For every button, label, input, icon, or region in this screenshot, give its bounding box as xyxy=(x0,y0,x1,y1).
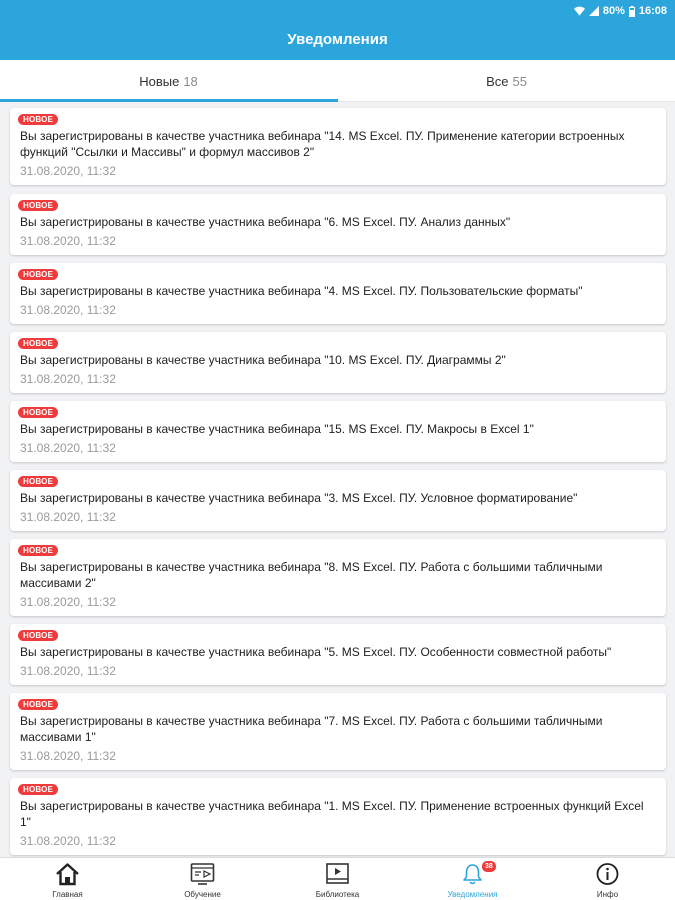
nav-training[interactable] xyxy=(135,858,270,900)
home-icon xyxy=(55,862,80,886)
notification-date: 31.08.2020, 11:32 xyxy=(20,164,116,178)
notification-text: Вы зарегистрированы в качестве участника вебинара "6. MS Excel. ПУ. Анализ данных" xyxy=(20,215,511,229)
nav-home[interactable] xyxy=(0,858,135,900)
page-title: Уведомления xyxy=(287,31,388,48)
battery-percent: 80% xyxy=(602,5,625,17)
tab-new-label: Новые xyxy=(139,73,180,89)
notification-card[interactable] xyxy=(10,401,666,462)
notification-text: Вы зарегистрированы в качестве участника вебинара "10. MS Excel. ПУ. Диаграммы 2" xyxy=(20,353,506,367)
notification-date: 31.08.2020, 11:32 xyxy=(20,510,116,524)
notification-text: Вы зарегистрированы в качестве участника вебинара "5. MS Excel. ПУ. Особенности совместной работы" xyxy=(20,645,612,659)
new-badge: НОВОЕ xyxy=(18,476,58,487)
notification-text: Вы зарегистрированы в качестве участника вебинара "3. MS Excel. ПУ. Условное форматирование" xyxy=(20,491,578,505)
notification-date: 31.08.2020, 11:32 xyxy=(20,303,116,317)
nav-notifications[interactable] xyxy=(405,858,540,900)
new-badge: НОВОЕ xyxy=(18,269,58,280)
notification-date: 31.08.2020, 11:32 xyxy=(20,595,116,609)
notification-card[interactable] xyxy=(10,778,666,855)
new-badge: НОВОЕ xyxy=(18,338,58,349)
new-badge: НОВОЕ xyxy=(18,699,58,710)
notification-card[interactable] xyxy=(10,108,666,185)
notification-card[interactable] xyxy=(10,693,666,770)
notification-card[interactable] xyxy=(10,539,666,616)
training-icon xyxy=(190,862,215,886)
bottom-nav xyxy=(0,857,675,900)
notification-text: Вы зарегистрированы в качестве участника вебинара "7. MS Excel. ПУ. Работа с большими табличными массивами 1" xyxy=(20,714,603,744)
nav-home-label: Главная xyxy=(52,890,83,899)
battery-icon xyxy=(629,6,635,17)
tab-all-label: Все xyxy=(486,73,509,89)
info-icon xyxy=(595,862,620,886)
nav-library[interactable] xyxy=(270,858,405,900)
notification-card[interactable] xyxy=(10,624,666,685)
notification-text: Вы зарегистрированы в качестве участника вебинара "14. MS Excel. ПУ. Применение категории встроенных функций "Ссылки и Массивы" и формул массивов 2" xyxy=(20,129,625,159)
notification-card[interactable] xyxy=(10,470,666,531)
notification-text: Вы зарегистрированы в качестве участника вебинара "8. MS Excel. ПУ. Работа с большими табличными массивами 2" xyxy=(20,560,603,590)
notification-card[interactable] xyxy=(10,194,666,255)
app-bar xyxy=(0,0,675,60)
nav-info[interactable] xyxy=(540,858,675,900)
nav-training-label: Обучение xyxy=(184,890,221,899)
notification-text: Вы зарегистрированы в качестве участника вебинара "1. MS Excel. ПУ. Применение встроенных функций Excel 1" xyxy=(20,799,644,829)
notifications-count-badge: 38 xyxy=(481,860,497,873)
nav-library-label: Библиотека xyxy=(315,890,360,899)
status-time: 16:08 xyxy=(638,5,667,17)
notification-date: 31.08.2020, 11:32 xyxy=(20,372,116,386)
notification-date: 31.08.2020, 11:32 xyxy=(20,749,116,763)
library-icon xyxy=(325,862,350,886)
notification-list[interactable] xyxy=(0,102,675,857)
new-badge: НОВОЕ xyxy=(18,114,58,125)
status-bar xyxy=(574,4,667,18)
tab-new[interactable] xyxy=(0,60,337,102)
notification-date: 31.08.2020, 11:32 xyxy=(20,834,116,848)
new-badge: НОВОЕ xyxy=(18,630,58,641)
tab-new-count: 18 xyxy=(183,73,198,89)
notification-text: Вы зарегистрированы в качестве участника вебинара "15. MS Excel. ПУ. Макросы в Excel 1" xyxy=(20,422,534,436)
signal-icon xyxy=(589,6,599,16)
nav-info-label: Инфо xyxy=(596,890,619,899)
new-badge: НОВОЕ xyxy=(18,784,58,795)
tab-bar xyxy=(0,60,675,102)
nav-notifications-label: Уведомления xyxy=(447,890,498,899)
tab-all-count: 55 xyxy=(512,73,527,89)
new-badge: НОВОЕ xyxy=(18,407,58,418)
notification-date: 31.08.2020, 11:32 xyxy=(20,234,116,248)
notification-date: 31.08.2020, 11:32 xyxy=(20,441,116,455)
notification-card[interactable] xyxy=(10,263,666,324)
tab-all[interactable] xyxy=(338,60,675,102)
new-badge: НОВОЕ xyxy=(18,545,58,556)
wifi-icon xyxy=(574,6,585,16)
new-badge: НОВОЕ xyxy=(18,200,58,211)
notification-card[interactable] xyxy=(10,332,666,393)
notification-text: Вы зарегистрированы в качестве участника вебинара "4. MS Excel. ПУ. Пользовательские форматы" xyxy=(20,284,583,298)
notification-date: 31.08.2020, 11:32 xyxy=(20,664,116,678)
